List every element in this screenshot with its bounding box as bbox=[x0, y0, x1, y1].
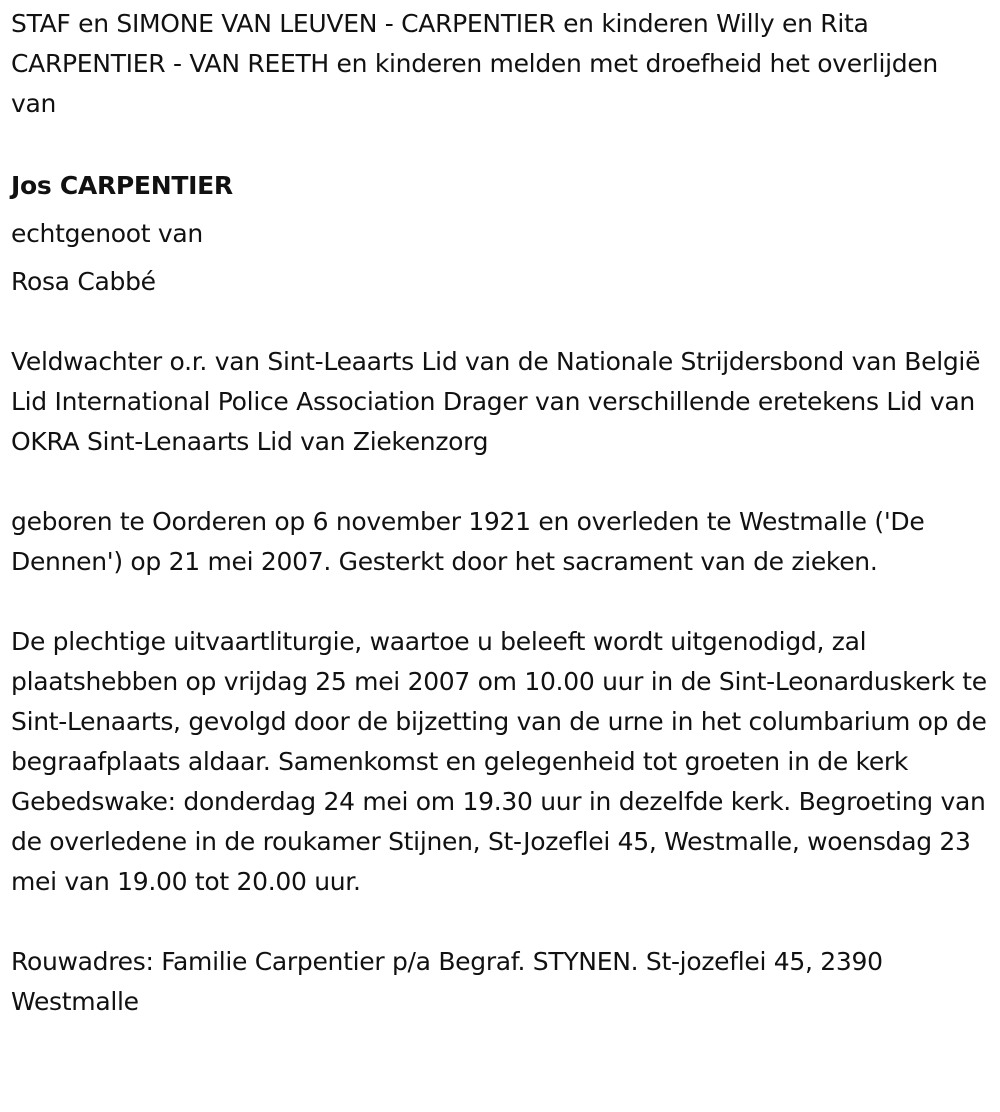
deceased-name: Jos CARPENTIER bbox=[11, 171, 233, 200]
spacer bbox=[11, 302, 989, 342]
mourning-address: Rouwadres: Familie Carpentier p/a Begraf. STYNEN. St-jozeflei 45, 2390 Westmalle bbox=[11, 947, 883, 1016]
spacer bbox=[11, 124, 989, 164]
memberships-paragraph: Veldwachter o.r. van Sint-Leaarts Lid van de Nationale Strijdersbond van België Lid International Police Association Drager van verschillende eretekens Lid van OKRA Sint-Lenaarts Lid van Ziekenzorg bbox=[11, 347, 981, 456]
spouse-intro: echtgenoot van bbox=[11, 219, 203, 248]
announcers-paragraph: STAF en SIMONE VAN LEUVEN - CARPENTIER en kinderen Willy en Rita CARPENTIER - VAN REETH en kinderen melden met droefheid het overlijden van bbox=[11, 9, 938, 118]
death-notice bbox=[11, 4, 989, 1022]
spouse-name: Rosa Cabbé bbox=[11, 267, 156, 296]
birth-death-paragraph: geboren te Oorderen op 6 november 1921 en overleden te Westmalle ('De Dennen') op 21 mei 2007. Gesterkt door het sacrament van de zieken. bbox=[11, 507, 925, 576]
spacer bbox=[11, 582, 989, 622]
spacer bbox=[11, 902, 989, 942]
spacer bbox=[11, 462, 989, 502]
funeral-paragraph: De plechtige uitvaartliturgie, waartoe u beleeft wordt uitgenodigd, zal plaatshebben op vrijdag 25 mei 2007 om 10.00 uur in de Sint-Leonarduskerk te Sint-Lenaarts, gevolgd door de bijzetting van de urne in het columbarium op de begraafplaats aldaar. Samenkomst en gelegenheid tot groeten in de kerk Gebedswake: donderdag 24 mei om 19.30 uur in dezelfde kerk. Begroeting van de overledene in de roukamer Stijnen, St-Jozeflei 45, Westmalle, woensdag 23 mei van 19.00 tot 20.00 uur. bbox=[11, 627, 987, 896]
